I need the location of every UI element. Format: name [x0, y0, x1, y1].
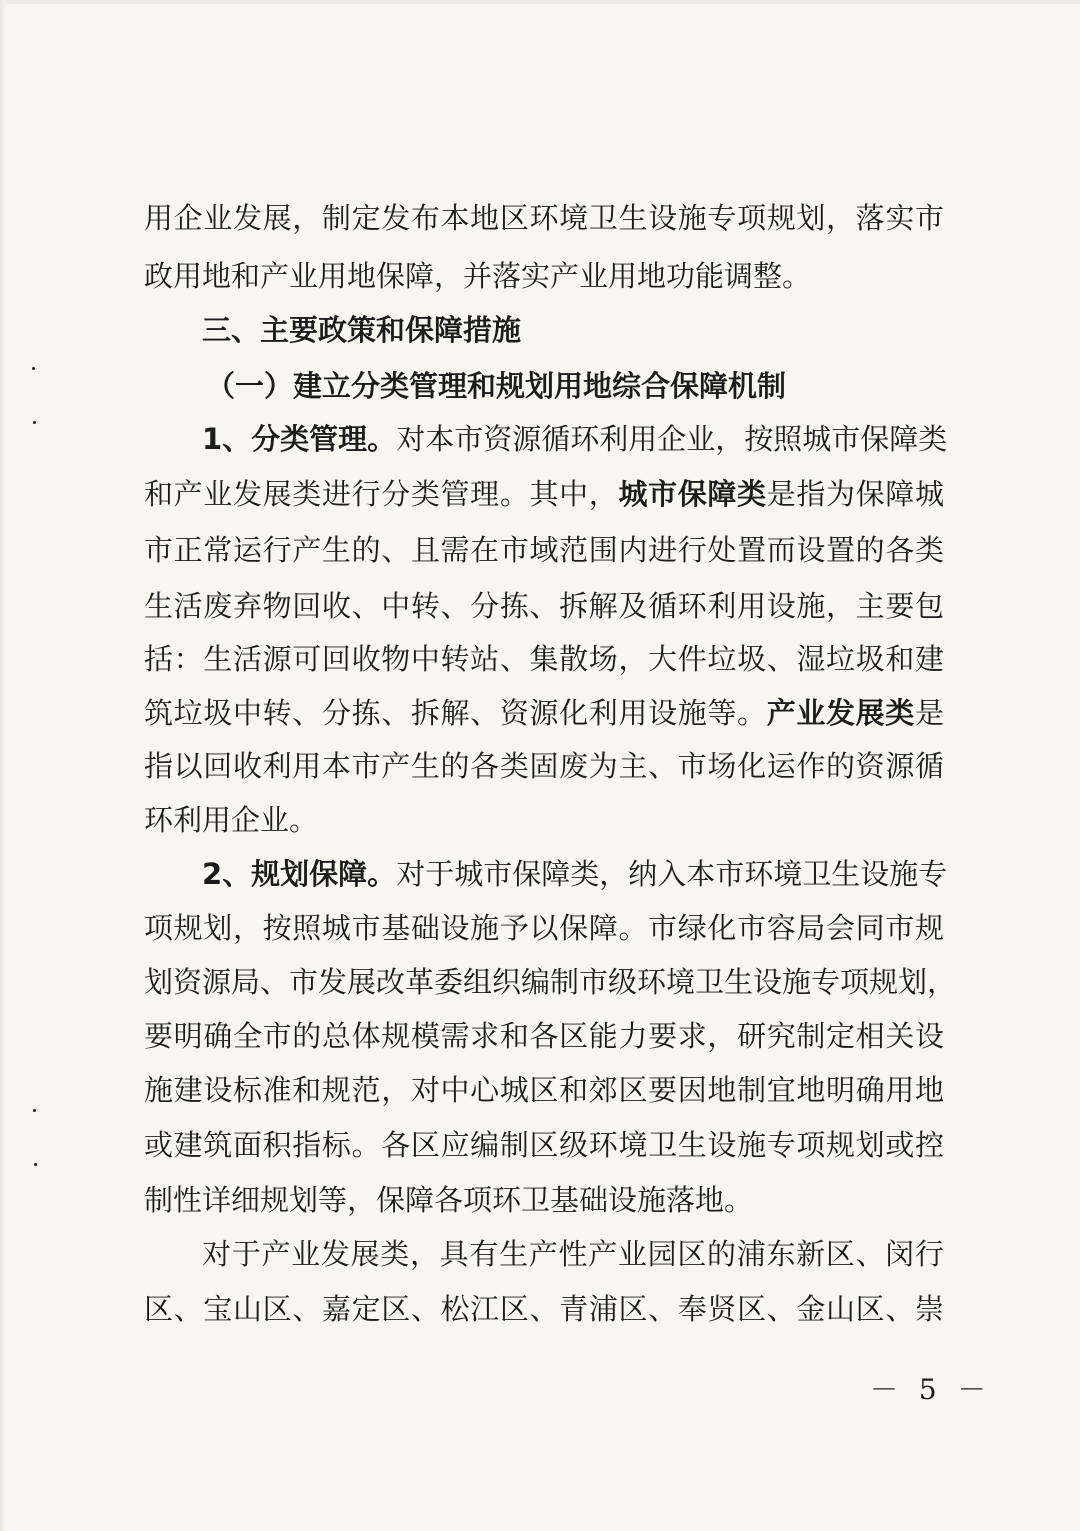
- text-line: 要明确全市的总体规模需求和各区能力要求，研究制定相关设: [144, 1019, 944, 1053]
- text-line: [144, 477, 944, 511]
- text-line: [144, 696, 944, 730]
- text-span: 对本市资源循环利用企业，按照城市保障类: [396, 422, 948, 456]
- text-line: 市正常运行产生的、且需在市域范围内进行处置而设置的各类: [144, 533, 944, 567]
- text-line: 对于产业发展类，具有生产性产业园区的浦东新区、闵行: [202, 1237, 944, 1271]
- text-line: 制性详细规划等，保障各项环卫基础设施落地。: [144, 1183, 754, 1217]
- bold-term: 城市保障类: [618, 477, 767, 511]
- text-line: 或建筑面积指标。各区应编制区级环境卫生设施专项规划或控: [144, 1128, 944, 1162]
- text-line: 区、宝山区、嘉定区、松江区、青浦区、奉贤区、金山区、崇: [144, 1292, 944, 1326]
- scan-mark: [33, 421, 36, 424]
- text-span: 对于城市保障类，纳入本市环境卫生设施专: [396, 857, 948, 891]
- text-line: [202, 857, 948, 891]
- scan-mark: [34, 1163, 37, 1166]
- page-top-edge: [0, 0, 1080, 4]
- text-line: 指以回收利用本市产生的各类固废为主、市场化运作的资源循: [144, 749, 944, 783]
- text-line: 项规划，按照城市基础设施予以保障。市绿化市容局会同市规: [144, 911, 944, 945]
- text-line: 施建设标准和规范，对中心城区和郊区要因地制宜地明确用地: [144, 1073, 944, 1107]
- text-line: 生活废弃物回收、中转、分拣、拆解及循环利用设施，主要包: [144, 589, 944, 623]
- text-span: 是: [914, 696, 944, 730]
- text-line: 环利用企业。: [144, 803, 319, 837]
- scan-mark: [33, 1109, 36, 1112]
- bold-term: 产业发展类: [766, 696, 915, 730]
- text-span: 是指为保障城: [766, 477, 944, 511]
- page-left-edge: [0, 0, 6, 1531]
- text-line: 政用地和产业用地保障，并落实产业用地功能调整。: [144, 259, 812, 293]
- text-line: 括：生活源可回收物中转站、集散场，大件垃圾、湿垃圾和建: [144, 642, 944, 676]
- text-line: 划资源局、市发展改革委组织编制市级环境卫生设施专项规划，: [144, 965, 957, 999]
- subsection-heading: （一）建立分类管理和规划用地综合保障机制: [206, 369, 787, 403]
- scan-mark: [32, 367, 35, 370]
- text-line: 用企业发展，制定发布本地区环境卫生设施专项规划，落实市: [144, 201, 944, 235]
- text-line: [202, 422, 948, 456]
- section-heading: 三、主要政策和保障措施: [202, 313, 522, 347]
- item-label: 1、分类管理。: [202, 422, 397, 456]
- page-number: － 5 －: [870, 1373, 992, 1406]
- text-span: 和产业发展类进行分类管理。其中，: [144, 477, 619, 511]
- item-label: 2、规划保障。: [202, 857, 397, 891]
- text-span: 筑垃圾中转、分拣、拆解、资源化利用设施等。: [144, 696, 767, 730]
